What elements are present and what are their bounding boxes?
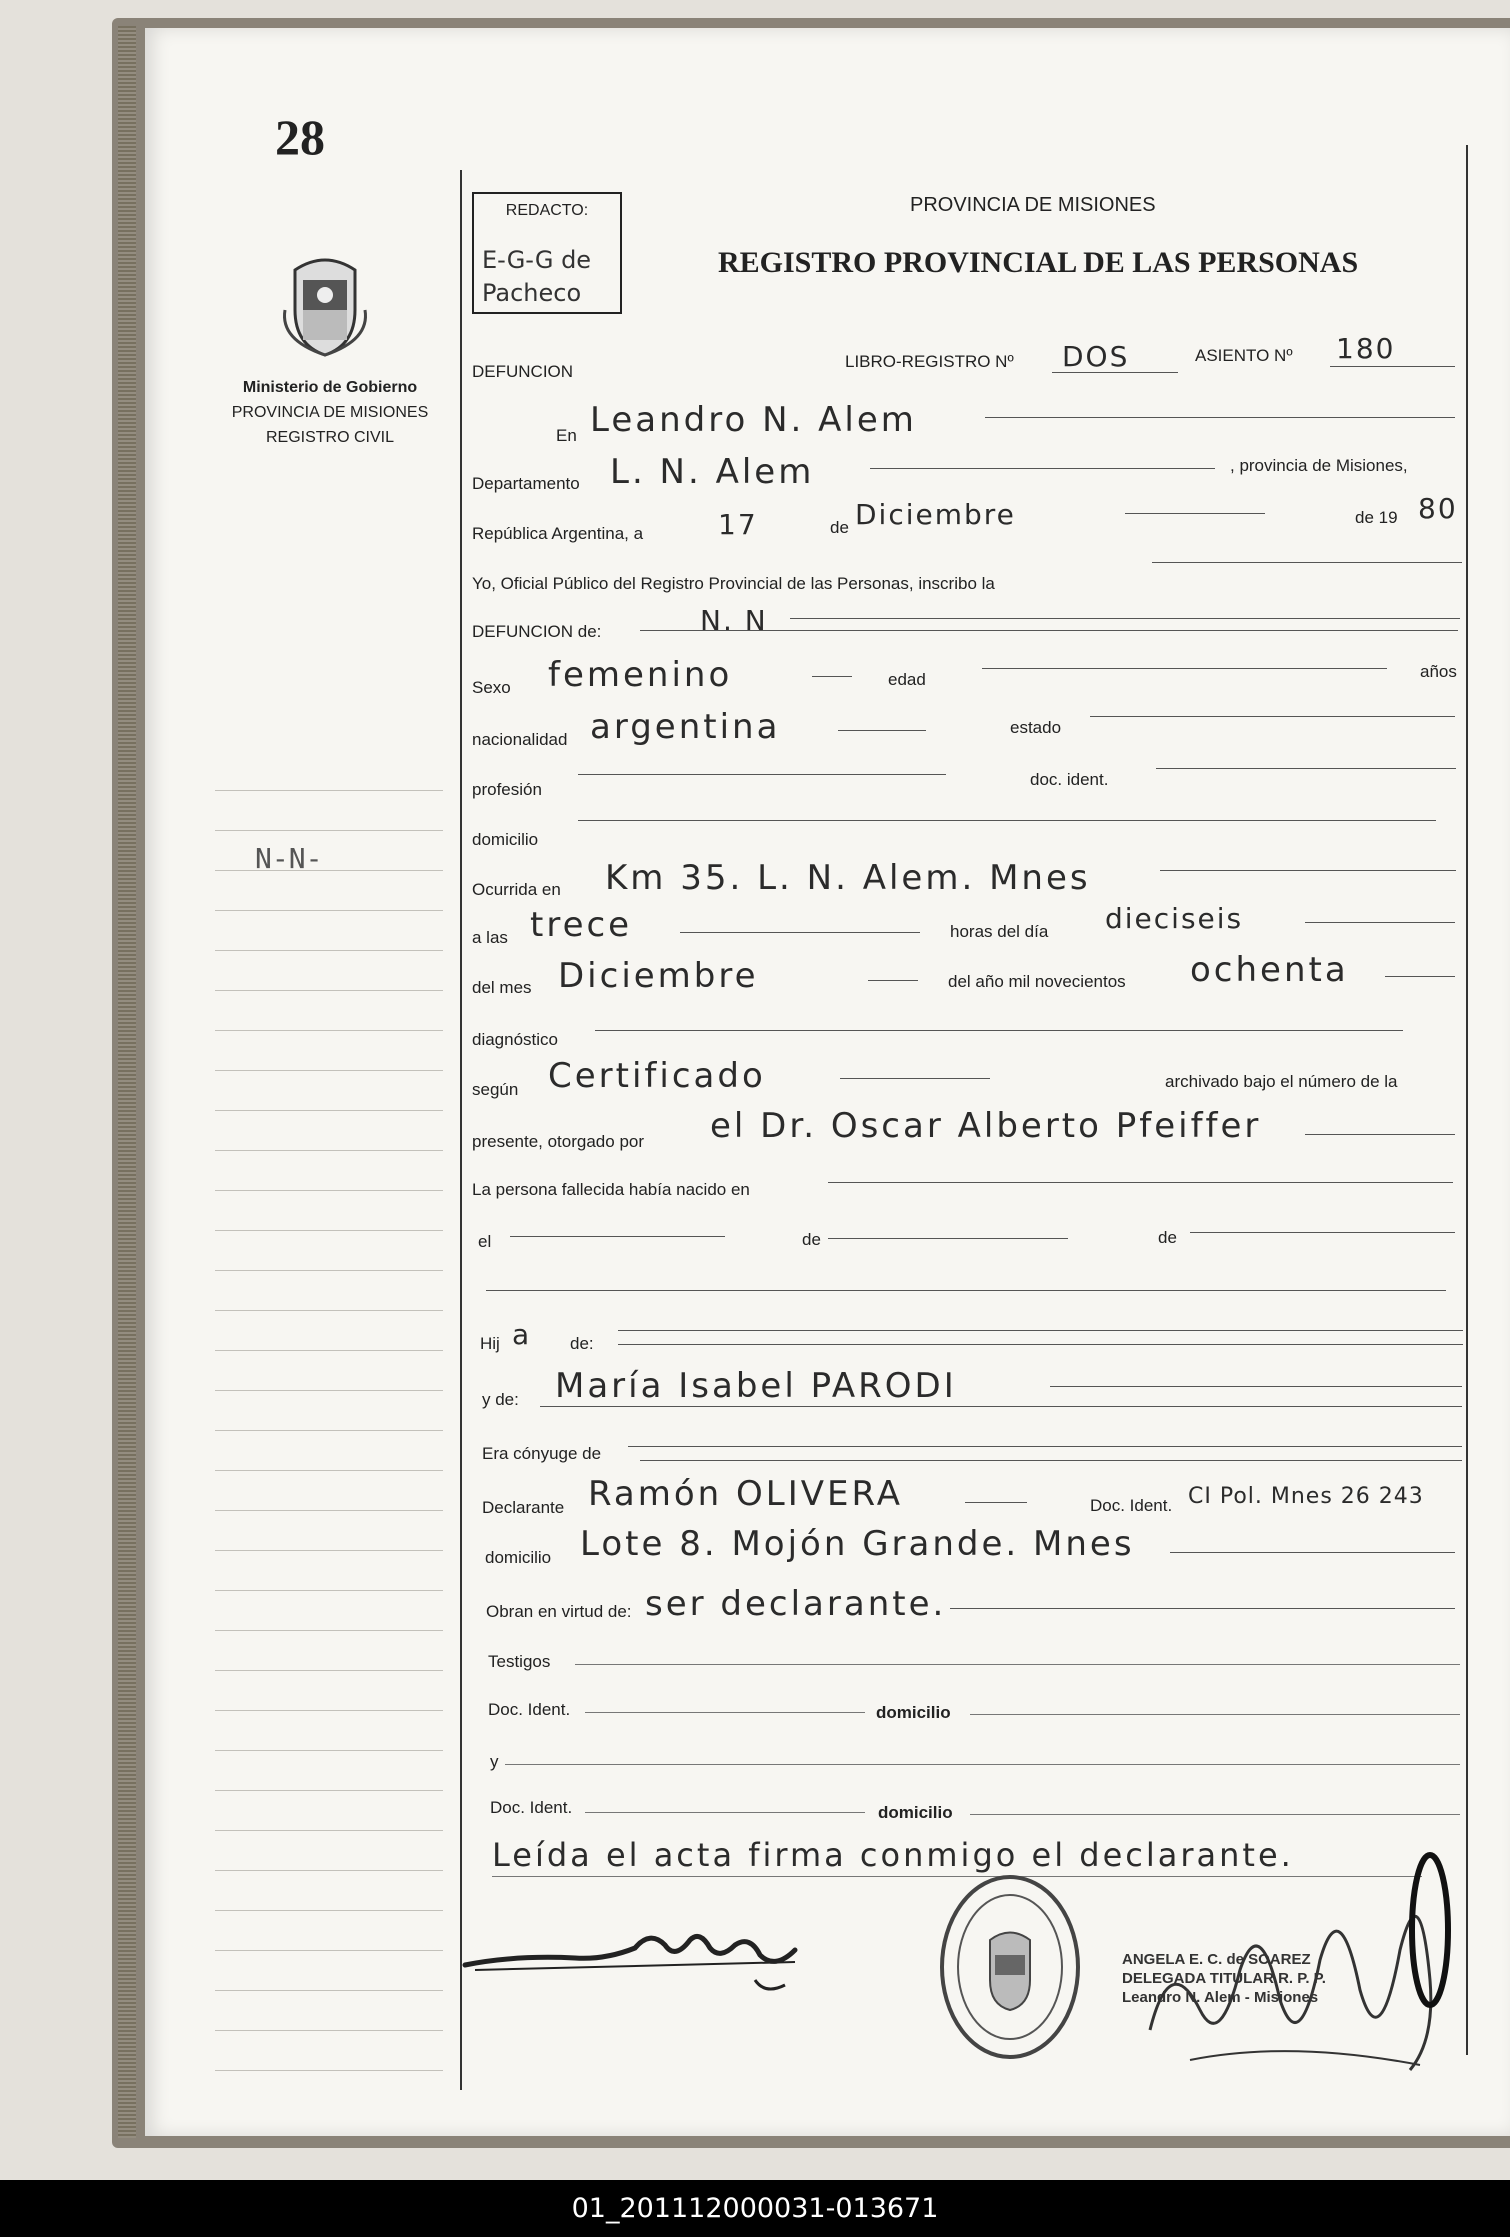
domicilio-line [578, 820, 1436, 821]
margin-ruled-line [215, 1150, 443, 1151]
margin-ruled-line [215, 990, 443, 991]
segun-line [840, 1078, 990, 1079]
t2-dom-line [970, 1814, 1460, 1815]
t2-doc-label: Doc. Ident. [490, 1798, 573, 1817]
seal-line2: DELEGADA TITULAR R. P. P. [1122, 1970, 1326, 1987]
hij-de-label: de: [570, 1334, 594, 1353]
domicilio2-label: domicilio [485, 1548, 552, 1567]
t-dom-label: domicilio [876, 1703, 951, 1722]
margin-ruled-line [215, 790, 443, 791]
seal-line3: Leandro N. Alem - Misiones [1122, 1989, 1319, 2006]
y-de-value: María Isabel PARODI [555, 1366, 957, 1406]
yo-label: Yo, Oficial Público del Registro Provincial de las Personas, inscribo la [472, 574, 995, 593]
yo-line [1152, 562, 1462, 563]
margin-ruled-line [215, 1590, 443, 1591]
margin-ruled-line [215, 1670, 443, 1671]
obran-line [950, 1608, 1455, 1609]
testigos-label: Testigos [488, 1652, 551, 1671]
segun-value: Certificado [548, 1056, 766, 1096]
province-heading: PROVINCIA DE MISIONES [910, 194, 1156, 216]
t2-dom-label: domicilio [878, 1803, 953, 1822]
page-number: 28 [275, 109, 325, 165]
departamento-label: Departamento [472, 474, 580, 493]
dia-letras-line [1305, 922, 1455, 923]
official-seal-icon [935, 1870, 1085, 2065]
coat-of-arms-icon [275, 250, 375, 358]
defuncion-de-line [790, 618, 1460, 619]
registry-title: REGISTRO PROVINCIAL DE LAS PERSONAS [718, 246, 1359, 279]
profesion-label: profesión [472, 780, 542, 799]
margin-ruled-line [215, 870, 443, 871]
sexo-value: femenino [548, 655, 733, 695]
right-margin-rule [1466, 145, 1468, 2055]
defuncion-de-line2 [640, 630, 1458, 631]
y-de-line2 [540, 1406, 1462, 1407]
domicilio2-value: Lote 8. Mojón Grande. Mnes [580, 1524, 1135, 1564]
libro-line [1052, 372, 1178, 373]
de19-label: de 19 [1355, 508, 1398, 527]
hij-label: Hij [480, 1334, 500, 1353]
y-de-label: y de: [482, 1390, 519, 1409]
de-label: de [830, 518, 849, 537]
ocurrida-value: Km 35. L. N. Alem. Mnes [605, 858, 1091, 898]
departamento-line [870, 468, 1215, 469]
presente-value: el Dr. Oscar Alberto Pfeiffer [710, 1106, 1262, 1146]
del-mes-label: del mes [472, 978, 532, 997]
testigos-line [575, 1664, 1460, 1665]
doc-ident-line [1156, 768, 1456, 769]
ocurrida-line [1160, 870, 1456, 871]
doc-ident2-label: Doc. Ident. [1090, 1496, 1173, 1515]
margin-ruled-line [215, 1710, 443, 1711]
margin-ruled-line [215, 1830, 443, 1831]
margin-ruled-line [215, 1550, 443, 1551]
margin-ruled-line [215, 1910, 443, 1911]
y-label: y [490, 1752, 499, 1771]
declarant-signature [455, 1900, 815, 2000]
seal-line1: ANGELA E. C. de SOAREZ [1122, 1951, 1311, 1968]
defuncion-de-label: DEFUNCION de: [472, 622, 602, 641]
redacto-line1: E-G-G de [482, 246, 592, 274]
estado-line [1090, 716, 1455, 717]
conyuge-line [628, 1446, 1462, 1447]
diagnostico-label: diagnóstico [472, 1030, 559, 1049]
nacionalidad-label: nacionalidad [472, 730, 568, 749]
nacionalidad-value: argentina [590, 707, 781, 747]
redacto-line2: Pacheco [482, 279, 582, 307]
margin-ruled-line [215, 1870, 443, 1871]
conyuge-label: Era cónyuge de [482, 1444, 602, 1463]
de-a-line [828, 1238, 1068, 1239]
hij-value: a [512, 1318, 532, 1351]
domicilio2-line [1170, 1552, 1455, 1553]
profesion-line [578, 774, 946, 775]
asiento-value: 180 [1336, 332, 1396, 365]
redacto-label: REDACTO: [505, 202, 589, 219]
margin-ruled-line [215, 1030, 443, 1031]
margin-ruled-line [215, 1310, 443, 1311]
nacionalidad-line [838, 730, 926, 731]
provincia-label: , provincia de Misiones, [1230, 456, 1408, 475]
nacido-line [828, 1182, 1453, 1183]
anio-mil-label: del año mil novecientos [948, 972, 1126, 991]
ocurrida-label: Ocurrida en [472, 880, 561, 899]
en-label: En [556, 426, 577, 445]
mes-line [1125, 513, 1265, 514]
sexo-line [812, 676, 852, 677]
de-a-label: de [802, 1230, 821, 1249]
de-b-label: de [1158, 1228, 1177, 1247]
a-las-value: trece [530, 905, 633, 945]
asiento-line [1330, 366, 1455, 367]
en-value: Leandro N. Alem [590, 400, 917, 440]
declarante-line [965, 1502, 1027, 1503]
t2-doc-line [585, 1812, 865, 1813]
segun-label: según [472, 1080, 519, 1099]
redacto-box [472, 192, 622, 314]
defuncion-de-value: N. N [700, 604, 768, 637]
margin-ruled-line [215, 950, 443, 951]
hij-line2 [618, 1344, 1463, 1345]
anio-value: 80 [1418, 492, 1458, 525]
margin-ruled-line [215, 1390, 443, 1391]
margin-ruled-line [215, 1630, 443, 1631]
ministry-block [200, 375, 460, 450]
ministry-line2: PROVINCIA DE MISIONES [231, 404, 429, 421]
asiento-label: ASIENTO Nº [1195, 346, 1293, 365]
margin-ruled-line [215, 1470, 443, 1471]
anio-letras-line [1385, 976, 1455, 977]
obran-value: ser declarante. [645, 1584, 947, 1624]
margin-ruled-line [215, 1350, 443, 1351]
margin-ruled-line [215, 1230, 443, 1231]
ministry-line1: Ministerio de Gobierno [242, 379, 418, 396]
margin-ruled-line [215, 910, 443, 911]
mes-value: Diciembre [855, 498, 1016, 531]
del-mes-line [868, 980, 918, 981]
domicilio-label: domicilio [472, 830, 539, 849]
t-doc-line [585, 1712, 865, 1713]
sexo-label: Sexo [472, 678, 511, 697]
left-margin-rule [460, 170, 462, 2090]
horas-label: horas del día [950, 922, 1049, 941]
margin-ruled-line [215, 1750, 443, 1751]
blank-line [486, 1290, 1446, 1291]
margin-ruled-line [215, 1190, 443, 1191]
margin-ruled-line [215, 1990, 443, 1991]
margin-ruled-line [215, 2070, 443, 2071]
y-line [505, 1764, 1460, 1765]
diagnostico-line [595, 1030, 1403, 1031]
anio-letras-value: ochenta [1190, 950, 1349, 990]
declarante-value: Ramón OLIVERA [588, 1474, 903, 1514]
libro-value: DOS [1062, 340, 1130, 373]
margin-ruled-line [215, 1270, 443, 1271]
margin-ruled-line [215, 1790, 443, 1791]
margin-ruled-line [215, 2030, 443, 2031]
declarante-label: Declarante [482, 1498, 565, 1517]
a-las-line [680, 932, 920, 933]
act-type: DEFUNCION [472, 362, 574, 381]
margin-ruled-line [215, 1510, 443, 1511]
edad-label: edad [888, 670, 926, 689]
anos-label: años [1420, 662, 1457, 681]
margin-note: N-N- [255, 842, 323, 875]
a-las-label: a las [472, 928, 508, 947]
libro-label: LIBRO-REGISTRO Nº [845, 352, 1014, 371]
margin-ruled-line [215, 1430, 443, 1431]
book-spine-edge [118, 26, 136, 2138]
margin-ruled-line [215, 1110, 443, 1111]
el-line [510, 1236, 725, 1237]
del-mes-value: Diciembre [558, 956, 759, 996]
estado-label: estado [1010, 718, 1062, 737]
t-dom-line [970, 1714, 1460, 1715]
y-de-line [1050, 1386, 1462, 1387]
t-doc-label: Doc. Ident. [488, 1700, 571, 1719]
doc-ident-label: doc. ident. [1030, 770, 1109, 789]
en-line [985, 417, 1455, 418]
dia-value: 17 [718, 508, 758, 541]
dia-letras-value: dieciseis [1105, 902, 1244, 935]
obran-label: Obran en virtud de: [486, 1602, 632, 1621]
seal-text-block [1122, 1950, 1326, 2007]
margin-ruled-line [215, 830, 443, 831]
doc-ident2-value: CI Pol. Mnes 26 243 [1188, 1484, 1424, 1509]
departamento-value: L. N. Alem [610, 452, 815, 492]
image-caption: 01_201112000031-013671 [0, 2180, 1510, 2237]
archivado-label: archivado bajo el número de la [1165, 1072, 1398, 1091]
margin-ruled-line [215, 1070, 443, 1071]
presente-label: presente, otorgado por [472, 1132, 645, 1151]
nacido-label: La persona fallecida había nacido en [472, 1180, 750, 1199]
presente-line [1305, 1134, 1455, 1135]
conyuge-line2 [640, 1460, 1462, 1461]
closing-statement: Leída el acta firma conmigo el declarante. [492, 1836, 1294, 1874]
hij-line [618, 1330, 1463, 1331]
edad-line [982, 668, 1387, 669]
ministry-line3: REGISTRO CIVIL [265, 429, 395, 446]
margin-ruled-line [215, 1950, 443, 1951]
de-b-line [1190, 1232, 1455, 1233]
el-label: el [478, 1232, 492, 1251]
republica-label: República Argentina, a [472, 524, 644, 543]
